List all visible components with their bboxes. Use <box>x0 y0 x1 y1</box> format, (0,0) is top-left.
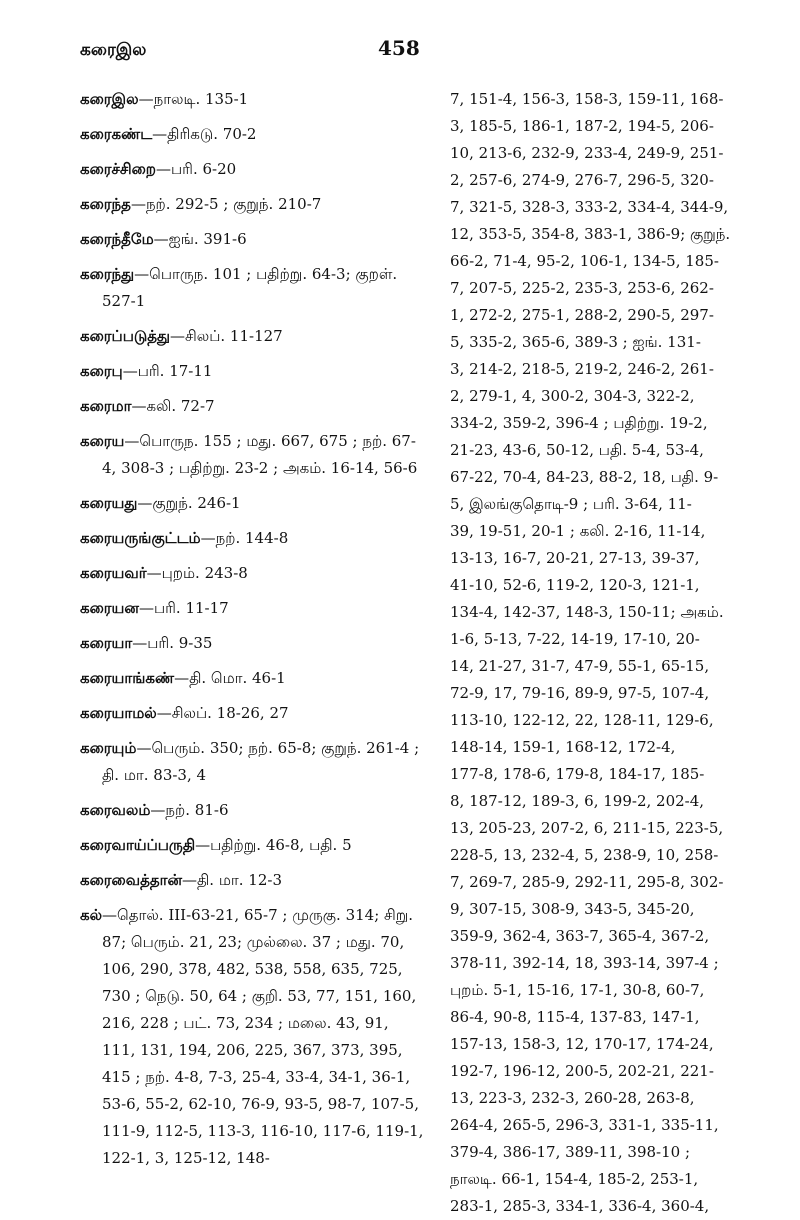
continuation-line: 2, 257-6, 274-9, 276-7, 296-5, 320- <box>450 171 714 189</box>
headword: கரையன <box>80 599 139 617</box>
index-entry <box>80 393 425 420</box>
continuation-line: 359-9, 362-4, 363-7, 365-4, 367-2, <box>450 927 710 945</box>
references: —நாலடி. 135-1 <box>138 90 249 108</box>
index-entry <box>80 525 425 552</box>
references: —பரி. 11-17 <box>138 599 229 617</box>
references: —பரி. 6-20 <box>156 160 237 178</box>
headword: கரைகண்ட <box>80 125 153 143</box>
references: —நற். 81-6 <box>150 801 229 819</box>
continuation-line: 9, 307-15, 308-9, 343-5, 345-20, <box>450 900 695 918</box>
index-entry <box>80 700 425 727</box>
references: —சிலப். 11-127 <box>170 327 283 345</box>
headword: கரையும் <box>80 739 137 757</box>
continuation-line: 2, 279-1, 4, 300-2, 304-3, 322-2, <box>450 387 695 405</box>
references: —பெரும். 350; நற். 65-8; குறுந். 261-4 ; தி. மா. 83-3, 4 <box>102 739 420 784</box>
references: —நற். 144-8 <box>200 529 289 547</box>
continuation-line: 113-10, 122-12, 22, 128-11, 129-6, <box>450 711 714 729</box>
continuation-line: 8, 187-12, 189-3, 6, 199-2, 202-4, <box>450 792 705 810</box>
headword: கரையவர் <box>80 564 147 582</box>
index-entry <box>80 867 425 894</box>
continuation-line: நாலடி. 66-1, 154-4, 185-2, 253-1, <box>450 1170 699 1188</box>
headword: கரைஇல <box>80 90 139 108</box>
index-entry <box>80 595 425 622</box>
continuation-line: 86-4, 90-8, 115-4, 137-83, 147-1, <box>450 1008 700 1026</box>
index-entry <box>80 121 425 148</box>
index-entry <box>80 490 425 517</box>
index-entry <box>80 156 425 183</box>
continuation-line: 13-13, 16-7, 20-21, 27-13, 39-37, <box>450 549 700 567</box>
continuation-line: 7, 151-4, 156-3, 158-3, 159-11, 168- <box>450 90 724 108</box>
continuation-line: 157-13, 158-3, 12, 170-17, 174-24, <box>450 1035 714 1053</box>
continuation-line: 3, 214-2, 218-5, 219-2, 246-2, 261- <box>450 360 714 378</box>
headword: கல் <box>80 906 103 924</box>
continuation-line: 148-14, 159-1, 168-12, 172-4, <box>450 738 676 756</box>
continuation-line: 10, 213-6, 232-9, 233-4, 249-9, 251- <box>450 144 724 162</box>
index-entry <box>80 832 425 859</box>
references: —பரி. 9-35 <box>132 634 213 652</box>
references: —குறுந். 246-1 <box>137 494 241 512</box>
index-column-left <box>80 86 425 1180</box>
continuation-line: 12, 353-5, 354-8, 383-1, 386-9; குறுந். <box>450 225 731 243</box>
headword: கரைப்படுத்து <box>80 327 171 345</box>
continuation-line: 21-23, 43-6, 50-12, பதி. 5-4, 53-4, <box>450 441 704 459</box>
index-entry <box>80 560 425 587</box>
continuation-line: 7, 321-5, 328-3, 333-2, 334-4, 344-9, <box>450 198 729 216</box>
references: —தி. மா. 12-3 <box>182 871 282 889</box>
references: —சிலப். 18-26, 27 <box>156 704 289 722</box>
index-entry <box>80 665 425 692</box>
index-entry <box>80 226 425 253</box>
continuation-line: 228-5, 13, 232-4, 5, 238-9, 10, 258- <box>450 846 719 864</box>
references: —ஐங். 391-6 <box>153 230 247 248</box>
index-entry <box>80 261 425 315</box>
headword: கரைபு <box>80 362 123 380</box>
continuation-line: 3, 185-5, 186-1, 187-2, 194-5, 206- <box>450 117 714 135</box>
headword: கரைந்தீமே <box>80 230 154 248</box>
index-entry <box>80 797 425 824</box>
continuation-line: 13, 205-23, 207-2, 6, 211-15, 223-5, <box>450 819 724 837</box>
headword: கரையது <box>80 494 138 512</box>
continuation-line: 5, 335-2, 365-6, 389-3 ; ஐங். 131- <box>450 333 701 351</box>
continuation-line: 7, 207-5, 225-2, 235-3, 253-6, 262- <box>450 279 714 297</box>
headword: கரைய <box>80 432 125 450</box>
continuation-line: 13, 223-3, 232-3, 260-28, 263-8, <box>450 1089 695 1107</box>
headword: கரையா <box>80 634 133 652</box>
continuation-line: 66-2, 71-4, 95-2, 106-1, 134-5, 185- <box>450 252 719 270</box>
references: —தொல். III-63-21, 65-7 ; முருகு. 314; சிறு. 87; பெரும். 21, 23; முல்லை. 37 ; மது. 70, 106, 290, 378, 482, 538, 558, 635, 725, 730 ; நெடு. 50, 64 ; குறி. 53, 77, 151, 160, 216, 228 ; பட். 73, 234 ; மலை. 43, 91, 111, 131, 194, 206, 225, 367, 373, 395, 415 ; நற். 4-8, 7-3, 25-4, 33-4, 34-1, 36-1, 53-6, 55-2, 62-10, 76-9, 93-5, 98-7, 107-5, 111-9, 112-5, 113-3, 116-10, 117-6, 119-1, 122-1, 3, 125-12, 148- <box>102 906 424 1167</box>
continuation-line: 72-9, 17, 79-16, 89-9, 97-5, 107-4, <box>450 684 710 702</box>
continuation-line: 1-6, 5-13, 7-22, 14-19, 17-10, 20- <box>450 630 700 648</box>
references: —பொருந. 101 ; பதிற்று. 64-3; குறள். 527-1 <box>102 265 398 310</box>
continuation-line: 1, 272-2, 275-1, 288-2, 290-5, 297- <box>450 306 714 324</box>
index-entry <box>80 323 425 350</box>
references: —கலி. 72-7 <box>131 397 215 415</box>
headword: கரையாங்கண் <box>80 669 175 687</box>
continuation-line: 379-4, 386-17, 389-11, 398-10 ; <box>450 1143 691 1161</box>
references: —பதிற்று. 46-8, பதி. 5 <box>195 836 352 854</box>
headword: கரைமா <box>80 397 132 415</box>
continuation-line: 39, 19-51, 20-1 ; கலி. 2-16, 11-14, <box>450 522 706 540</box>
page-number: 458 <box>378 36 420 60</box>
headword: கரைவாய்ப்பருதி <box>80 836 196 854</box>
index-entry <box>80 902 425 1172</box>
index-column-right <box>450 86 748 1220</box>
headword: கரைந்து <box>80 265 135 283</box>
continuation-line: 283-1, 285-3, 334-1, 336-4, 360-4, <box>450 1197 710 1215</box>
continuation-line: 134-4, 142-37, 148-3, 150-11; அகம். <box>450 603 724 621</box>
headword: கரைவைத்தான் <box>80 871 183 889</box>
continuation-line: 41-10, 52-6, 119-2, 120-3, 121-1, <box>450 576 700 594</box>
headword: கரையாமல் <box>80 704 157 722</box>
continuation-line: 192-7, 196-12, 200-5, 202-21, 221- <box>450 1062 714 1080</box>
continuation-line: 177-8, 178-6, 179-8, 184-17, 185- <box>450 765 705 783</box>
continuation-line: 7, 269-7, 285-9, 292-11, 295-8, 302- <box>450 873 724 891</box>
continuation-line: 5, இலங்குதொடி-9 ; பரி. 3-64, 11- <box>450 495 692 513</box>
index-entry <box>80 428 425 482</box>
index-entry <box>80 358 425 385</box>
index-entry <box>80 735 425 789</box>
index-entry <box>80 86 425 113</box>
references: —நற். 292-5 ; குறுந். 210-7 <box>130 195 322 213</box>
references: —புறம். 243-8 <box>146 564 248 582</box>
continuation-line: 67-22, 70-4, 84-23, 88-2, 18, பதி. 9- <box>450 468 719 486</box>
index-entry <box>80 630 425 657</box>
continuation-line: 334-2, 359-2, 396-4 ; பதிற்று. 19-2, <box>450 414 708 432</box>
references: —திரிகடு. 70-2 <box>152 125 257 143</box>
references: —பரி. 17-11 <box>122 362 213 380</box>
headword: கரையருங்குட்டம் <box>80 529 201 547</box>
references: —தி. மொ. 46-1 <box>174 669 286 687</box>
continuation-line: புறம். 5-1, 15-16, 17-1, 30-8, 60-7, <box>450 981 705 999</box>
index-entry <box>80 191 425 218</box>
headword: கரைந்த <box>80 195 131 213</box>
continuation-line: 14, 21-27, 31-7, 47-9, 55-1, 65-15, <box>450 657 710 675</box>
references: —பொருந. 155 ; மது. 667, 675 ; நற். 67-4, 308-3 ; பதிற்று. 23-2 ; அகம். 16-14, 56-6 <box>102 432 418 477</box>
headword: கரைவலம் <box>80 801 151 819</box>
continuation-line: 264-4, 265-5, 296-3, 331-1, 335-11, <box>450 1116 719 1134</box>
continuation-line: 378-11, 392-14, 18, 393-14, 397-4 ; <box>450 954 719 972</box>
running-head: கரைஇல <box>80 40 147 60</box>
headword: கரைச்சிறை <box>80 160 156 178</box>
